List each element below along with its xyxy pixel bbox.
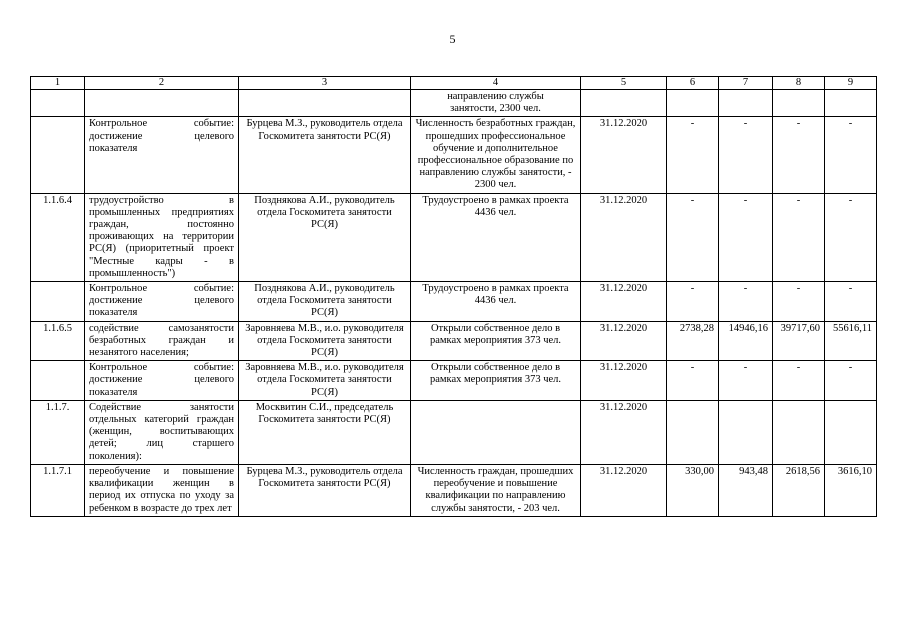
cell-responsible: Бурцева М.З., руководитель отдела Госкомитета занятости РС(Я) xyxy=(239,464,411,516)
cell-value-9 xyxy=(825,90,877,117)
cell-measure: трудоустройство в промышленных предприятиях граждан, постоянно проживающих на территории РС(Я) (приоритетный проект "Местные кадры - в промышленность") xyxy=(85,193,239,281)
cell-value-6: - xyxy=(667,117,719,193)
cell-value-7: - xyxy=(719,361,773,401)
cell-measure: переобучение и повышение квалификации женщин в период их отпуска по уходу за ребенком в возрасте до трех лет xyxy=(85,464,239,516)
cell-value-9: - xyxy=(825,361,877,401)
cell-responsible: Бурцева М.З., руководитель отдела Госкомитета занятости РС(Я) xyxy=(239,117,411,193)
cell-date: 31.12.2020 xyxy=(581,464,667,516)
cell-number: 1.1.7.1 xyxy=(31,464,85,516)
cell-value-7: 943,48 xyxy=(719,464,773,516)
cell-value-9: - xyxy=(825,117,877,193)
page-number: 5 xyxy=(449,32,456,46)
cell-value-8 xyxy=(773,400,825,464)
column-header: 2 xyxy=(85,77,239,90)
cell-measure: Содействие занятости отдельных категорий граждан (женщин, воспитывающих детей; лиц старшего поколения): xyxy=(85,400,239,464)
cell-responsible: Москвитин С.И., председатель Госкомитета занятости РС(Я) xyxy=(239,400,411,464)
column-header: 7 xyxy=(719,77,773,90)
cell-date xyxy=(581,90,667,117)
column-header: 9 xyxy=(825,77,877,90)
column-header: 4 xyxy=(411,77,581,90)
header-row xyxy=(31,77,877,90)
cell-value-8: - xyxy=(773,193,825,281)
table-row xyxy=(31,282,877,322)
cell-result xyxy=(411,400,581,464)
cell-measure: содействие самозанятости безработных граждан и незанятого населения; xyxy=(85,321,239,361)
cell-measure: Контрольное событие: достижение целевого показателя xyxy=(85,361,239,401)
table-row xyxy=(31,464,877,516)
cell-value-6: - xyxy=(667,282,719,322)
cell-value-6: 2738,28 xyxy=(667,321,719,361)
cell-number: 1.1.6.5 xyxy=(31,321,85,361)
cell-responsible: Заровняева М.В., и.о. руководителя отдела Госкомитета занятости РС(Я) xyxy=(239,361,411,401)
cell-value-6: 330,00 xyxy=(667,464,719,516)
cell-measure xyxy=(85,90,239,117)
cell-measure: Контрольное событие: достижение целевого показателя xyxy=(85,117,239,193)
table-row xyxy=(31,400,877,464)
cell-date: 31.12.2020 xyxy=(581,361,667,401)
cell-number xyxy=(31,90,85,117)
table-row xyxy=(31,193,877,281)
cell-number xyxy=(31,361,85,401)
cell-value-7: 14946,16 xyxy=(719,321,773,361)
cell-date: 31.12.2020 xyxy=(581,400,667,464)
cell-value-8: 39717,60 xyxy=(773,321,825,361)
cell-result: Трудоустроено в рамках проекта 4436 чел. xyxy=(411,193,581,281)
cell-value-8: - xyxy=(773,282,825,322)
cell-value-7: - xyxy=(719,193,773,281)
cell-number xyxy=(31,117,85,193)
cell-result: Открыли собственное дело в рамках мероприятия 373 чел. xyxy=(411,321,581,361)
cell-measure: Контрольное событие: достижение целевого показателя xyxy=(85,282,239,322)
column-header: 8 xyxy=(773,77,825,90)
cell-value-7 xyxy=(719,400,773,464)
cell-date: 31.12.2020 xyxy=(581,117,667,193)
cell-date: 31.12.2020 xyxy=(581,321,667,361)
cell-responsible xyxy=(239,90,411,117)
cell-number: 1.1.7. xyxy=(31,400,85,464)
cell-value-7: - xyxy=(719,282,773,322)
cell-value-9: - xyxy=(825,193,877,281)
cell-number xyxy=(31,282,85,322)
cell-result: Численность граждан, прошедших переобучение и повышение квалификации по направлению службы занятости, - 203 чел. xyxy=(411,464,581,516)
cell-result: Открыли собственное дело в рамках мероприятия 373 чел. xyxy=(411,361,581,401)
cell-value-9: - xyxy=(825,282,877,322)
cell-responsible: Заровняева М.В., и.о. руководителя отдела Госкомитета занятости РС(Я) xyxy=(239,321,411,361)
cell-result: Трудоустроено в рамках проекта 4436 чел. xyxy=(411,282,581,322)
cell-result: Численность безработных граждан, прошедших профессиональное обучение и дополнительное профессиональное образование по направлению службы занятости, - 2300 чел. xyxy=(411,117,581,193)
table-row xyxy=(31,321,877,361)
cell-number: 1.1.6.4 xyxy=(31,193,85,281)
column-header: 3 xyxy=(239,77,411,90)
cell-result: направлению службы занятости, 2300 чел. xyxy=(411,90,581,117)
cell-responsible: Позднякова А.И., руководитель отдела Госкомитета занятости РС(Я) xyxy=(239,282,411,322)
cell-value-9: 55616,11 xyxy=(825,321,877,361)
cell-value-9: 3616,10 xyxy=(825,464,877,516)
cell-value-6 xyxy=(667,400,719,464)
cell-value-8 xyxy=(773,90,825,117)
cell-value-8: - xyxy=(773,117,825,193)
cell-value-8: 2618,56 xyxy=(773,464,825,516)
column-header: 1 xyxy=(31,77,85,90)
cell-date: 31.12.2020 xyxy=(581,282,667,322)
cell-value-6 xyxy=(667,90,719,117)
table-row xyxy=(31,361,877,401)
cell-date: 31.12.2020 xyxy=(581,193,667,281)
cell-value-6: - xyxy=(667,193,719,281)
cell-value-7 xyxy=(719,90,773,117)
cell-value-7: - xyxy=(719,117,773,193)
column-header: 6 xyxy=(667,77,719,90)
cell-value-9 xyxy=(825,400,877,464)
plan-table xyxy=(30,76,877,517)
table-row xyxy=(31,90,877,117)
cell-value-6: - xyxy=(667,361,719,401)
cell-value-8: - xyxy=(773,361,825,401)
column-header: 5 xyxy=(581,77,667,90)
table-row xyxy=(31,117,877,193)
cell-responsible: Позднякова А.И., руководитель отдела Госкомитета занятости РС(Я) xyxy=(239,193,411,281)
